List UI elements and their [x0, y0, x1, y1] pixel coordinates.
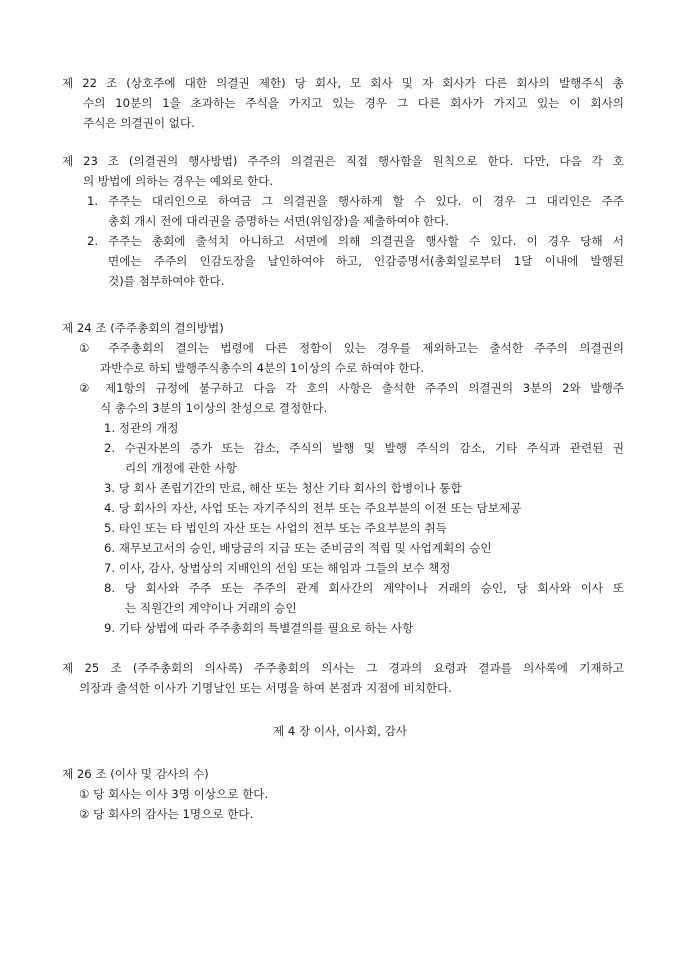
article-25-line: 의장과 출석한 이사가 기명날인 또는 서명을 하여 본점과 지점에 비치한다.: [79, 681, 452, 695]
list-item: ② 당 회사의 감사는 1명으로 한다.: [79, 807, 254, 821]
item-line: 총회 개시 전에 대리권을 증명하는 서면(위임장)을 제출하여야 한다.: [108, 214, 449, 228]
article-25-line: 제 25 조 (주주총회의 의사록) 주주총회의 의사는 그 경과의 요령과 결과를 의사록에 기재하고: [62, 661, 624, 675]
item-line: 면에는 주주의 인감도장을 날인하여야 하고, 인감증명서(총회일로부터 1달 이내에 발행된: [108, 254, 624, 268]
list-item: 9. 기타 상법에 따라 주주총회의 특별결의를 필요로 하는 사항: [104, 621, 414, 635]
list-item: 리의 개정에 관한 사항: [125, 461, 237, 475]
item-line: 2. 주주는 총회에 출석치 아니하고 서면에 의해 의결권을 행사할 수 있다. 이 경우 당해 서: [87, 234, 624, 248]
list-item: ① 당 회사는 이사 3명 이상으로 한다.: [79, 787, 269, 801]
list-item: 6. 재무보고서의 승인, 배당금의 지급 또는 준비금의 적립 및 사업계획의 승인: [104, 541, 492, 555]
list-item: 는 직원간의 계약이나 거래의 승인: [125, 601, 297, 615]
article-23: [62, 151, 624, 291]
article-22-line: 주식은 의결권이 없다.: [83, 116, 195, 130]
article-24: [62, 318, 624, 638]
para-line: 과반수로 하되 발행주식총수의 4분의 1이상의 수로 하여야 한다.: [100, 361, 425, 375]
article-24-para-2: [62, 378, 624, 418]
list-item: 7. 이사, 감사, 상법상의 지배인의 선임 또는 해임과 그들의 보수 책정: [104, 561, 451, 575]
article-22-line: 수의 10분의 1을 초과하는 주식을 가지고 있는 경우 그 다른 회사가 가지고 있는 이 회사의: [83, 96, 624, 110]
list-item: 2. 수권자본의 증가 또는 감소, 주식의 발행 및 발행 주식의 감소, 기타 주식과 관련된 권: [104, 441, 624, 455]
item-line: 1. 주주는 대리인으로 하여금 그 의결권을 행사하게 할 수 있다. 이 경우 그 대리인은 주주: [87, 194, 624, 208]
article-22: [62, 73, 624, 133]
chapter-title: 제 4 장 이사, 이사회, 감사: [273, 724, 407, 738]
article-24-items: [62, 418, 624, 638]
article-26-heading: 제 26 조 (이사 및 감사의 수): [62, 767, 209, 781]
article-24-heading: 제 24 조 (주주총회의 결의방법): [62, 321, 224, 335]
article-23-line: 의 방법에 의하는 경우는 예외로 한다.: [83, 174, 274, 188]
item-line: 것)를 첨부하여야 한다.: [108, 274, 225, 288]
para-line: ② 제1항의 규정에 불구하고 다음 각 호의 사항은 출석한 주주의 의결권의 3분의 2와 발행주: [79, 381, 624, 395]
article-26: [62, 764, 624, 824]
article-25: [62, 658, 624, 698]
para-line: 식 총수의 3분의 1이상의 찬성으로 결정한다.: [100, 401, 328, 415]
para-line: ① 주주총회의 결의는 법령에 다른 정함이 있는 경우를 제외하고는 출석한 주주의 의결권의: [79, 341, 624, 355]
article-23-line: 제 23 조 (의결권의 행사방법) 주주의 의결권은 직접 행사함을 원칙으로 한다. 다만, 다음 각 호: [62, 154, 624, 168]
list-item: 1. 정관의 개정: [104, 421, 179, 435]
list-item: 5. 타인 또는 타 법인의 자산 또는 사업의 전부 또는 주요부분의 취득: [104, 521, 447, 535]
article-23-item-1: [62, 191, 624, 231]
article-22-line: 제 22 조 (상호주에 대한 의결권 제한) 당 회사, 모 회사 및 자 회사가 다른 회사의 발행주식 총: [62, 76, 624, 90]
list-item: 8. 당 회사와 주주 또는 주주의 관계 회사간의 계약이나 거래의 승인, 당 회사와 이사 또: [104, 581, 624, 595]
article-24-para-1: [62, 338, 624, 378]
article-23-item-2: [62, 231, 624, 291]
list-item: 4. 당 회사의 자산, 사업 또는 자기주식의 전부 또는 주요부분의 이전 또는 담보제공: [104, 501, 522, 515]
list-item: 3. 당 회사 존립기간의 만료, 해산 또는 청산 기타 회사의 합병이나 통합: [104, 481, 462, 495]
